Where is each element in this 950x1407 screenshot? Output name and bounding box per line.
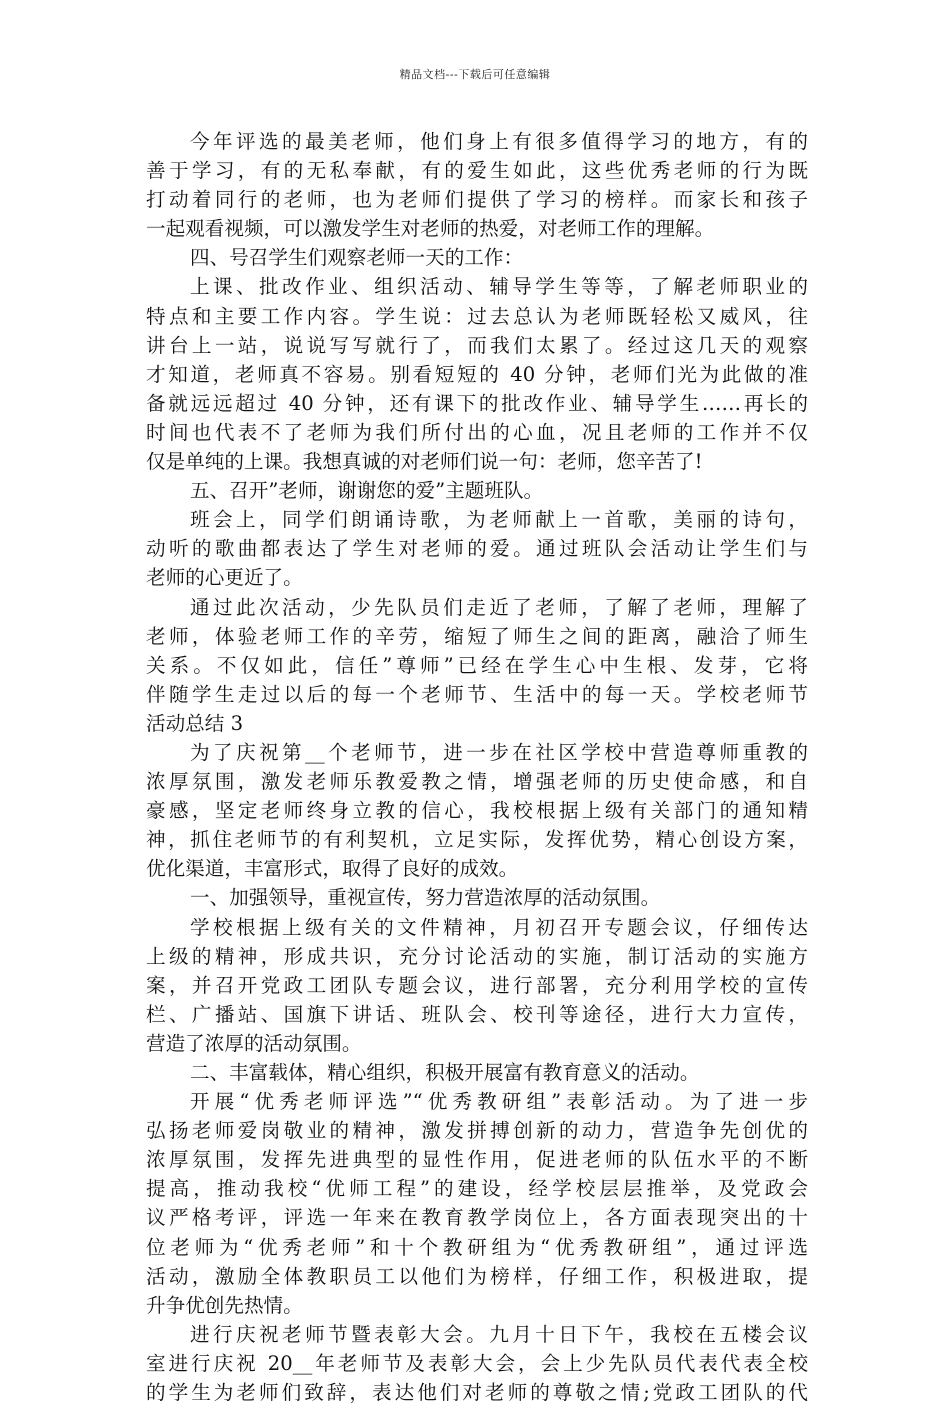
text-line: 讲台上一站，说说写写就行了，而我们太累了。经过这几天的观察	[146, 333, 808, 357]
text-line: 二、丰富载体，精心组织，积极开展富有教育意义的活动。	[190, 1061, 700, 1084]
text-line: 打动着同行的老师，也为老师们提供了学习的榜样。而家长和孩子	[146, 188, 808, 212]
page-header: 精品文档---下载后可任意编辑	[399, 68, 551, 81]
text-line: 四、号召学生们观察老师一天的工作：	[190, 246, 524, 270]
text-line: 今年评选的最美老师，他们身上有很多值得学习的地方，有的	[190, 130, 808, 153]
text-line: 伴随学生走过以后的每一个老师节、生活中的每一天。学校老师节	[146, 682, 808, 706]
text-line: 弘扬老师爱岗敬业的精神，激发拼搏创新的动力，营造争先创优的	[146, 1119, 808, 1143]
text-line: 室进行庆祝 20__年老师节及表彰大会，会上少先队员代表代表全校	[146, 1351, 808, 1375]
text-line: 活动总结 3	[146, 711, 244, 735]
text-line: 上课、批改作业、组织活动、辅导学生等等，了解老师职业的	[190, 275, 808, 299]
text-line: 关系。不仅如此，信任”尊师”已经在学生心中生根、发芽，它将	[146, 653, 808, 677]
text-line: 案，并召开党政工团队专题会议，进行部署，充分利用学校的宣传	[146, 973, 808, 997]
text-line: 开展“优秀老师评选”“优秀教研组”表彰活动。为了进一步	[190, 1090, 808, 1114]
text-line: 豪感，坚定老师终身立教的信心，我校根据上级有关部门的通知精	[146, 799, 808, 823]
text-line: 浓厚氛围，发挥先进典型的显性作用，促进老师的队伍水平的不断	[146, 1148, 808, 1172]
text-line: 的学生为老师们致辞，表达他们对老师的尊敬之情;党政工团队的代	[146, 1381, 808, 1405]
text-line: 位老师为“优秀老师”和十个教研组为“优秀教研组”，通过评选	[146, 1235, 808, 1259]
text-line: 学校根据上级有关的文件精神，月初召开专题会议，仔细传达	[190, 915, 808, 939]
text-line: 上级的精神，形成共识，充分讨论活动的实施，制订活动的实施方	[146, 944, 808, 968]
text-line: 时间也代表不了老师为我们所付出的心血，况且老师的工作并不仅	[146, 420, 808, 444]
text-line: 一、加强领导，重视宣传，努力营造浓厚的活动氛围。	[190, 886, 661, 910]
text-line: 老师，体验老师工作的辛劳，缩短了师生之间的距离，融洽了师生	[146, 624, 808, 648]
text-line: 才知道，老师真不容易。别看短短的 40 分钟，老师们光为此做的准	[146, 362, 808, 386]
text-line: 仅是单纯的上课。我想真诚的对老师们说一句：老师，您辛苦了!	[146, 450, 703, 474]
text-line: 优化渠道，丰富形式，取得了良好的成效。	[146, 857, 519, 881]
text-line: 营造了浓厚的活动氛围。	[146, 1031, 362, 1055]
text-line: 议严格考评，评选一年来在教育教学岗位上，各方面表现突出的十	[146, 1206, 808, 1230]
text-line: 浓厚氛围，激发老师乐教爱教之情，增强老师的历史使命感，和自	[146, 770, 808, 794]
text-line: 五、召开”老师，谢谢您的爱”主题班队。	[190, 479, 544, 503]
text-line: 动听的歌曲都表达了学生对老师的爱。通过班队会活动让学生们与	[146, 537, 808, 561]
text-line: 神，抓住老师节的有利契机，立足实际，发挥优势，精心创设方案，	[146, 828, 808, 852]
text-line: 一起观看视频，可以激发学生对老师的热爱，对老师工作的理解。	[146, 217, 715, 241]
text-line: 活动，激励全体教职员工以他们为榜样，仔细工作，积极进取，提	[146, 1264, 808, 1288]
text-line: 善于学习，有的无私奉献，有的爱生如此，这些优秀老师的行为既	[146, 159, 808, 183]
text-line: 班会上，同学们朗诵诗歌，为老师献上一首歌，美丽的诗句，	[190, 508, 808, 532]
text-line: 老师的心更近了。	[146, 566, 303, 590]
text-line: 升争优创先热情。	[146, 1293, 303, 1317]
text-line: 进行庆祝老师节暨表彰大会。九月十日下午，我校在五楼会议	[190, 1322, 808, 1346]
text-line: 特点和主要工作内容。学生说：过去总认为老师既轻松又威风，往	[146, 304, 808, 328]
text-line: 栏、广播站、国旗下讲话、班队会、校刊等途径，进行大力宣传，	[146, 1002, 808, 1026]
text-line: 备就远远超过 40 分钟，还有课下的批改作业、辅导学生……再长的	[146, 391, 808, 415]
text-line: 通过此次活动，少先队员们走近了老师，了解了老师，理解了	[190, 595, 808, 619]
document-body	[146, 127, 808, 1407]
text-line: 提高，推动我校“优师工程”的建设，经学校层层推举，及党政会	[146, 1177, 808, 1201]
text-line: 为了庆祝第__个老师节，进一步在社区学校中营造尊师重教的	[190, 740, 808, 764]
